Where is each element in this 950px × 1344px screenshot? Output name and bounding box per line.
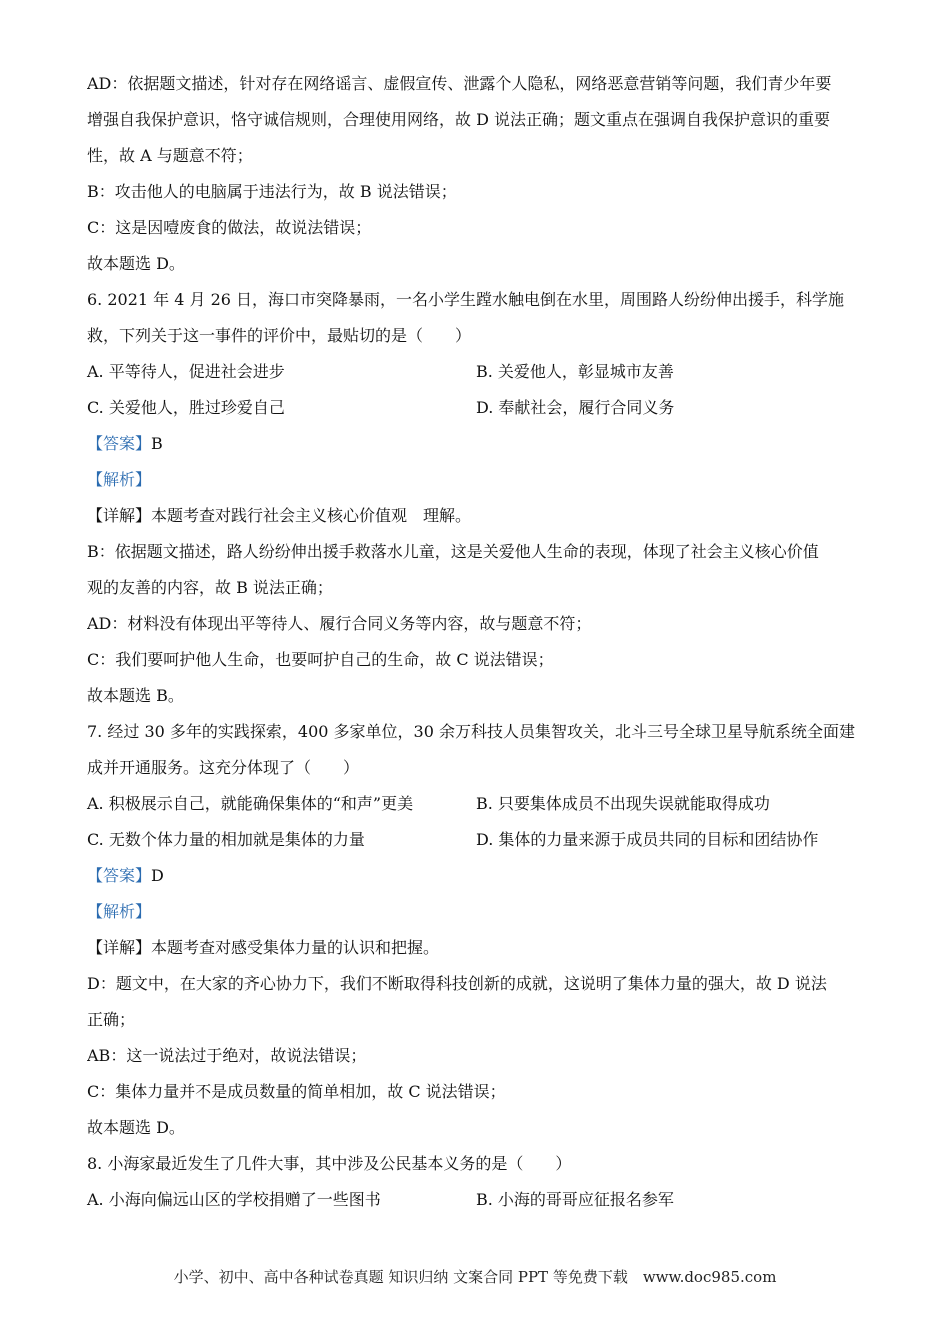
q8-option-a: A. 小海向偏远山区的学校捐赠了一些图书 — [87, 1190, 381, 1209]
q6-analysis-b-line1: B：依据题文描述，路人纷纷伸出援手救落水儿童，这是关爱他人生命的表现，体现了社会主义核心价值 — [87, 542, 819, 561]
q7-option-b: B. 只要集体成员不出现失误就能取得成功 — [476, 794, 770, 813]
document-body — [87, 66, 867, 1218]
q6-option-b: B. 关爱他人，彰显城市友善 — [476, 362, 674, 381]
q6-option-d: D. 奉献社会，履行合同义务 — [476, 398, 675, 417]
q7-analysis-d-line2: 正确； — [87, 1010, 136, 1029]
q8-stem: 8. 小海家最近发生了几件大事，其中涉及公民基本义务的是（ ） — [87, 1154, 572, 1173]
q5-analysis-ad-line1: AD：依据题文描述，针对存在网络谣言、虚假宣传、泄露个人隐私，网络恶意营销等问题，我们青少年要 — [87, 74, 832, 93]
q7-options-row1 — [87, 786, 867, 822]
q7-analysis-ab: AB：这一说法过于绝对，故说法错误； — [87, 1046, 367, 1065]
q6-answer-tag: 【答案】 — [87, 434, 152, 453]
q6-detail: 【详解】本题考查对践行社会主义核心价值观 理解。 — [87, 506, 472, 525]
q6-options-row1 — [87, 354, 867, 390]
q7-answer-value: D — [151, 866, 164, 885]
q7-detail: 【详解】本题考查对感受集体力量的认识和把握。 — [87, 938, 440, 957]
q7-analysis-c: C：集体力量并不是成员数量的简单相加，故 C 说法错误； — [87, 1082, 506, 1101]
q6-analysis-c: C：我们要呵护他人生命，也要呵护自己的生命，故 C 说法错误； — [87, 650, 554, 669]
q7-analysis-tag: 【解析】 — [87, 902, 152, 921]
q5-analysis-c: C：这是因噎废食的做法，故说法错误； — [87, 218, 372, 237]
q6-analysis-ad: AD：材料没有体现出平等待人、履行合同义务等内容，故与题意不符； — [87, 614, 592, 633]
q6-stem-line2: 救，下列关于这一事件的评价中，最贴切的是（ ） — [87, 326, 472, 345]
q7-options-row2 — [87, 822, 867, 858]
q7-option-a: A. 积极展示自己，就能确保集体的“和声”更美 — [87, 794, 414, 813]
q7-analysis-d-line1: D：题文中，在大家的齐心协力下，我们不断取得科技创新的成就，这说明了集体力量的强大，故 D 说法 — [87, 974, 827, 993]
q7-option-c: C. 无数个体力量的相加就是集体的力量 — [87, 830, 365, 849]
q7-answer — [87, 858, 867, 894]
q6-analysis-b-line2: 观的友善的内容，故 B 说法正确； — [87, 578, 333, 597]
q5-conclusion: 故本题选 D。 — [87, 254, 185, 273]
q5-analysis-ad-line2: 增强自我保护意识，恪守诚信规则，合理使用网络，故 D 说法正确；题文重点在强调自我保护意识的重要 — [87, 110, 831, 129]
q6-option-c: C. 关爱他人，胜过珍爱自己 — [87, 398, 285, 417]
q6-answer — [87, 426, 867, 462]
q6-answer-value: B — [151, 434, 163, 453]
q6-options-row2 — [87, 390, 867, 426]
q7-answer-tag: 【答案】 — [87, 866, 152, 885]
q6-conclusion: 故本题选 B。 — [87, 686, 184, 705]
q8-option-b: B. 小海的哥哥应征报名参军 — [476, 1190, 674, 1209]
q5-analysis-ad-line3: 性，故 A 与题意不符； — [87, 146, 253, 165]
page-footer: 小学、初中、高中各种试卷真题 知识归纳 文案合同 PPT 等免费下载 www.doc985.com — [173, 1268, 777, 1286]
q7-option-d: D. 集体的力量来源于成员共同的目标和团结协作 — [476, 830, 819, 849]
q6-analysis-tag: 【解析】 — [87, 470, 152, 489]
q7-stem-line1: 7. 经过 30 多年的实践探索，400 多家单位，30 余万科技人员集智攻关，北斗三号全球卫星导航系统全面建 — [87, 722, 855, 741]
q6-stem-line1: 6. 2021 年 4 月 26 日，海口市突降暴雨，一名小学生蹚水触电倒在水里，周围路人纷纷伸出援手，科学施 — [87, 290, 845, 309]
q7-conclusion: 故本题选 D。 — [87, 1118, 185, 1137]
q7-stem-line2: 成并开通服务。这充分体现了（ ） — [87, 758, 360, 777]
q6-option-a: A. 平等待人，促进社会进步 — [87, 362, 285, 381]
q5-analysis-b: B：攻击他人的电脑属于违法行为，故 B 说法错误； — [87, 182, 457, 201]
q8-options-row1 — [87, 1182, 867, 1218]
